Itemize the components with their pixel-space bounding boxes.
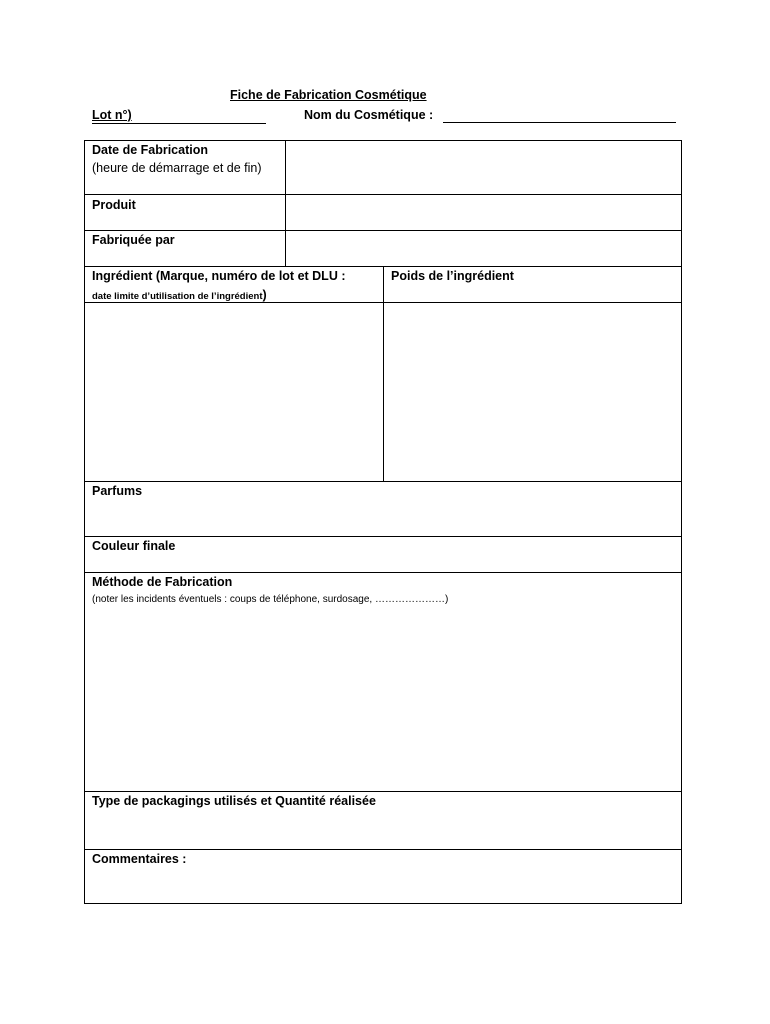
date-label: Date de Fabrication [92, 143, 208, 157]
methode-label: Méthode de Fabrication [92, 575, 233, 589]
fabriquee-value-cell[interactable] [286, 231, 682, 266]
date-sublabel: (heure de démarrage et de fin) [92, 161, 262, 175]
cosmetic-name-label: Nom du Cosmétique : [304, 108, 434, 122]
row-divider [85, 536, 681, 537]
row-divider [85, 849, 681, 850]
poids-list-cell[interactable] [384, 303, 682, 481]
ingredient-list-cell[interactable] [85, 303, 383, 481]
ingredient-sublabel [92, 288, 267, 302]
poids-label: Poids de l’ingrédient [391, 269, 514, 283]
lot-number-field[interactable] [92, 108, 266, 124]
ingredient-sublabel-paren: ) [262, 288, 267, 302]
page-title: Fiche de Fabrication Cosmétique [230, 88, 427, 102]
commentaires-label: Commentaires : [92, 852, 187, 866]
row-divider [85, 572, 681, 573]
row-divider [85, 791, 681, 792]
cosmetic-name-field[interactable] [443, 122, 676, 123]
fabriquee-label: Fabriquée par [92, 233, 175, 247]
row-divider [85, 481, 681, 482]
date-value-cell[interactable] [286, 141, 682, 194]
ingredient-sublabel-text: date limite d’utilisation de l’ingrédient [92, 291, 263, 302]
couleur-label: Couleur finale [92, 539, 176, 553]
ingredient-label: Ingrédient (Marque, numéro de lot et DLU : [92, 269, 346, 283]
produit-label: Produit [92, 198, 136, 212]
lot-number-label: Lot n°) [92, 108, 132, 122]
methode-note: (noter les incidents éventuels : coups de téléphone, surdosage, …………………) [92, 594, 449, 605]
packaging-label: Type de packagings utilisés et Quantité réalisée [92, 794, 376, 808]
parfums-label: Parfums [92, 484, 143, 498]
fabrication-form [84, 140, 682, 904]
produit-value-cell[interactable] [286, 195, 682, 230]
